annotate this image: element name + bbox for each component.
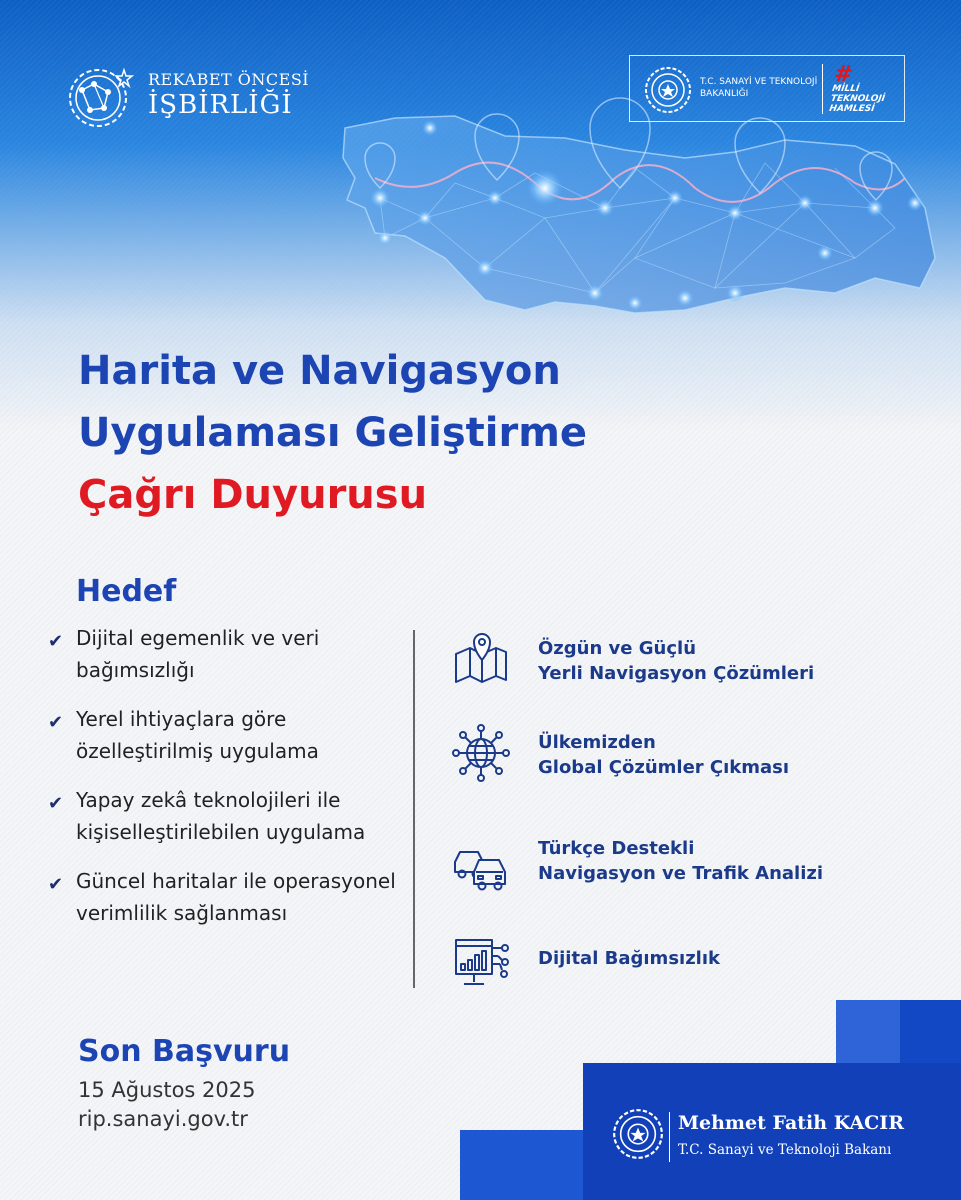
vertical-divider (413, 630, 415, 988)
feature-item-traffic (452, 836, 912, 906)
title-line2: Uygulaması Geliştirme (78, 410, 588, 456)
logo-line1: REKABET ÖNCESİ (148, 70, 310, 89)
feature-line1: Türkçe Destekli (538, 838, 695, 859)
campaign-line1: MİLLİ (831, 84, 860, 94)
constellation-gear-icon (64, 62, 136, 134)
goals-list (48, 622, 398, 946)
ministry-name: T.C. SANAYİ VE TEKNOLOJİ BAKANLIĞI (700, 77, 818, 99)
feature-item-independence (452, 934, 912, 1004)
announcement-title (78, 340, 838, 526)
feature-line1: Özgün ve Güçlü (538, 638, 697, 659)
deadline-date: 15 Ağustos 2025 (78, 1078, 256, 1102)
feature-item-navigation (452, 628, 912, 698)
goals-heading: Hedef (76, 574, 177, 609)
check-icon: ✔ (48, 712, 64, 733)
feature-line2: Global Çözümler Çıkması (538, 757, 790, 778)
feature-line2: Yerli Navigasyon Çözümleri (538, 663, 815, 684)
goal-item (48, 622, 398, 686)
goal-item (48, 784, 398, 848)
feature-item-global (452, 724, 912, 794)
goal-text: Güncel haritalar ile operasyonel verimlilik sağlanması (76, 869, 396, 925)
minister-signature (612, 1108, 952, 1168)
network-globe-icon (452, 724, 510, 782)
goal-text: Yapay zekâ teknolojileri ile kişiselleştirilebilen uygulama (76, 788, 366, 844)
rekabet-oncesi-isbirligi-logo (64, 62, 324, 134)
feature-line2: Navigasyon ve Trafik Analizi (538, 863, 824, 884)
campaign-line3: HAMLESİ (828, 104, 876, 114)
feature-line1: Dijital Bağımsızlık (538, 948, 720, 969)
cars-traffic-icon (452, 836, 510, 894)
campaign-hash: # (832, 62, 855, 87)
logo-line2: İŞBİRLİĞİ (148, 90, 293, 120)
minister-separator (669, 1112, 670, 1162)
application-url[interactable]: rip.sanayi.gov.tr (78, 1107, 248, 1131)
feature-line1: Ülkemizden (538, 732, 656, 753)
title-line3: Çağrı Duyurusu (78, 472, 428, 518)
campaign-line2: TEKNOLOJİ (830, 94, 886, 104)
analytics-monitor-icon (452, 934, 510, 992)
goal-text: Yerel ihtiyaçlara göre özelleştirilmiş uygulama (76, 707, 319, 763)
folded-map-pin-icon (452, 628, 510, 686)
check-icon: ✔ (48, 874, 64, 895)
turkey-map-illustration (335, 88, 945, 358)
decor-block (460, 1130, 583, 1200)
deadline-heading: Son Başvuru (78, 1034, 291, 1069)
check-icon: ✔ (48, 793, 64, 814)
check-icon: ✔ (48, 631, 64, 652)
title-line1: Harita ve Navigasyon (78, 348, 561, 394)
minister-name: Mehmet Fatih KACIR (678, 1112, 904, 1134)
goal-item (48, 703, 398, 767)
goal-item (48, 865, 398, 929)
goal-text: Dijital egemenlik ve veri bağımsızlığı (76, 626, 320, 682)
minister-role: T.C. Sanayi ve Teknoloji Bakanı (678, 1142, 892, 1158)
decor-block (836, 1000, 900, 1064)
ministry-seal-icon (612, 1108, 664, 1160)
